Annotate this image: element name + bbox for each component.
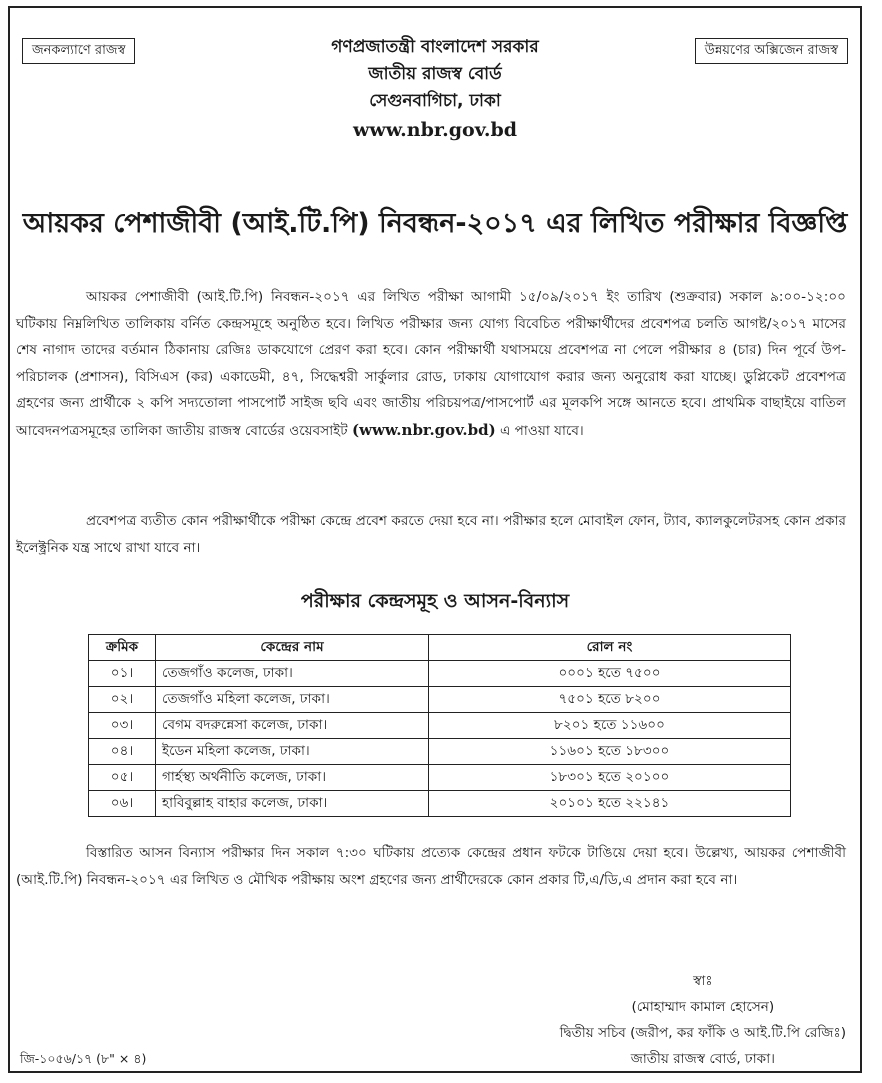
table-row: [89, 791, 791, 817]
publication-code: জি-১০৫৬/১৭ (৮" × ৪): [20, 1051, 147, 1066]
row-center: তেজগাঁও মহিলা কলেজ, ঢাকা।: [156, 687, 429, 713]
signatory-designation: দ্বিতীয় সচিব (জরীপ, কর ফাঁকি ও আই.টি.পি রেজিঃ): [559, 1025, 846, 1041]
header-website: www.nbr.gov.bd: [352, 119, 518, 141]
slogan-right-box: উন্নয়ণের অক্সিজেন রাজস্ব: [695, 38, 848, 64]
signature-block: [560, 968, 846, 1072]
office-address: সেগুনবাগিচা, ঢাকা: [369, 91, 501, 111]
row-serial: ০৩।: [89, 713, 156, 739]
paragraph-exam-schedule-text: আয়কর পেশাজীবী (আই.টি.পি) নিবন্ধন-২০১৭ এর লিখিত পরীক্ষা আগামী ১৫/০৯/২০১৭ ইং তারিখ (শুক্রবার) সকাল ৯:০০-১২:০০ ঘটিকায় নিম্নলিখিত তালিকায় বর্নিত কেন্দ্রসমূহে অনুষ্ঠিত হবে। লিখিত পরীক্ষার জন্য যোগ্য বিবেচিত পরীক্ষার্থীদের প্রবেশপত্র চলতি আগষ্ট/২০১৭ মাসের শেষ নাগাদ তাদের বর্তমান ঠিকানায় রেজিঃ ডাকযোগে প্রেরণ করা হবে। কোন পরীক্ষার্থী যথাসময়ে প্রবেশপত্র না পেলে পরীক্ষার ৪ (চার) দিন পূর্বে উপ-পরিচালক (প্রশাসন), বিসিএস (কর) একাডেমী, ৪৭, সিদ্ধেশ্বরী সার্কুলার রোড, ঢাকায় যোগাযোগ করার জন্য অনুরোধ করা যাচ্ছে। ডুপ্লিকেট প্রবেশপত্র গ্রহণের জন্য প্রার্থীকে ২ কপি সদ্যতোলা পাসপোর্ট সাইজ ছবি এবং জাতীয় পরিচয়পত্র/পাসপোর্ট এর মূলকপি সঙ্গে আনতে হবে। প্রাথমিক বাছাইয়ে বাতিল আবেদনপত্রসমূহের তালিকা জাতীয় রাজস্ব বোর্ডের ওয়েবসাইট: [16, 289, 846, 439]
paragraph-seating-details: বিস্তারিত আসন বিন্যাস পরীক্ষার দিন সকাল ৭:৩০ ঘটিকায় প্রত্যেক কেন্দ্রের প্রধান ফটকে টাঙিয়ে দেয়া হবে। উল্লেখ্য, আয়কর পেশাজীবী (আই.টি.পি) নিবন্ধন-২০১৭ এর লিখিত ও মৌখিক পরীক্ষায় অংশ গ্রহণের জন্য প্রার্থীদেরকে কোন প্রকার টি,এ/ডি,এ প্রদান করা হবে না।: [16, 845, 846, 888]
header-roll-range: রোল নং: [429, 635, 791, 661]
table-row: [89, 661, 791, 687]
signatory-name: (মোহাম্মাদ কামাল হোসেন): [631, 999, 775, 1015]
slogan-left-box: জনকল্যাণে রাজস্ব: [22, 38, 135, 64]
row-center: বেগম বদরুন্নেসা কলেজ, ঢাকা।: [156, 713, 429, 739]
centers-title: পরীক্ষার কেন্দ্রসমূহ ও আসন-বিন্যাস: [300, 590, 570, 612]
paragraph-website: (www.nbr.gov.bd): [351, 420, 496, 439]
row-serial: ০২।: [89, 687, 156, 713]
government-name: গণপ্রজাতন্ত্রী বাংলাদেশ সরকার: [331, 37, 539, 57]
table-row: [89, 713, 791, 739]
row-center: হাবিবুল্লাহ বাহার কলেজ, ঢাকা।: [156, 791, 429, 817]
table-header-row: [89, 635, 791, 661]
paragraph-admit-card-rules: প্রবেশপত্র ব্যতীত কোন পরীক্ষার্থীকে পরীক্ষা কেন্দ্রে প্রবেশ করতে দেয়া হবে না। পরীক্ষার হলে মোবাইল ফোন, ট্যাব, ক্যালকুলেটরসহ কোন প্রকার ইলেক্ট্রনিক যন্ত্র সাথে রাখা যাবে না।: [16, 513, 846, 556]
row-roll: ৮২০১ হতে ১১৬০০: [429, 713, 791, 739]
header: [10, 34, 860, 145]
table-row: [89, 687, 791, 713]
paragraph-exam-schedule: [16, 284, 846, 445]
signatory-office: জাতীয় রাজস্ব বোর্ড, ঢাকা।: [630, 1051, 775, 1067]
row-center: তেজগাঁও কলেজ, ঢাকা।: [156, 661, 429, 687]
header-serial: ক্রমিক: [89, 635, 156, 661]
row-roll: ৭৫০১ হতে ৮২০০: [429, 687, 791, 713]
exam-centers-table: [88, 634, 791, 817]
table-row: [89, 739, 791, 765]
row-serial: ০৪।: [89, 739, 156, 765]
header-center-name: কেন্দ্রের নাম: [156, 635, 429, 661]
row-center: ইডেন মহিলা কলেজ, ঢাকা।: [156, 739, 429, 765]
row-roll: ১৮৩০১ হতে ২০১০০: [429, 765, 791, 791]
notice-title: আয়কর পেশাজীবী (আই.টি.পি) নিবন্ধন-২০১৭ এর লিখিত পরীক্ষার বিজ্ঞপ্তি: [22, 208, 848, 239]
row-roll: ২০১০১ হতে ২২১৪১: [429, 791, 791, 817]
row-serial: ০৬।: [89, 791, 156, 817]
table-row: [89, 765, 791, 791]
row-serial: ০৫।: [89, 765, 156, 791]
notice: [8, 6, 862, 1073]
paragraph-exam-schedule-tail: এ পাওয়া যাবে।: [500, 422, 584, 439]
row-center: গার্হস্থ্য অর্থনীতি কলেজ, ঢাকা।: [156, 765, 429, 791]
board-name: জাতীয় রাজস্ব বোর্ড: [368, 64, 502, 84]
row-serial: ০১।: [89, 661, 156, 687]
row-roll: ০০০১ হতে ৭৫০০: [429, 661, 791, 687]
signature-mark: স্বাঃ: [693, 973, 713, 989]
row-roll: ১১৬০১ হতে ১৮৩০০: [429, 739, 791, 765]
